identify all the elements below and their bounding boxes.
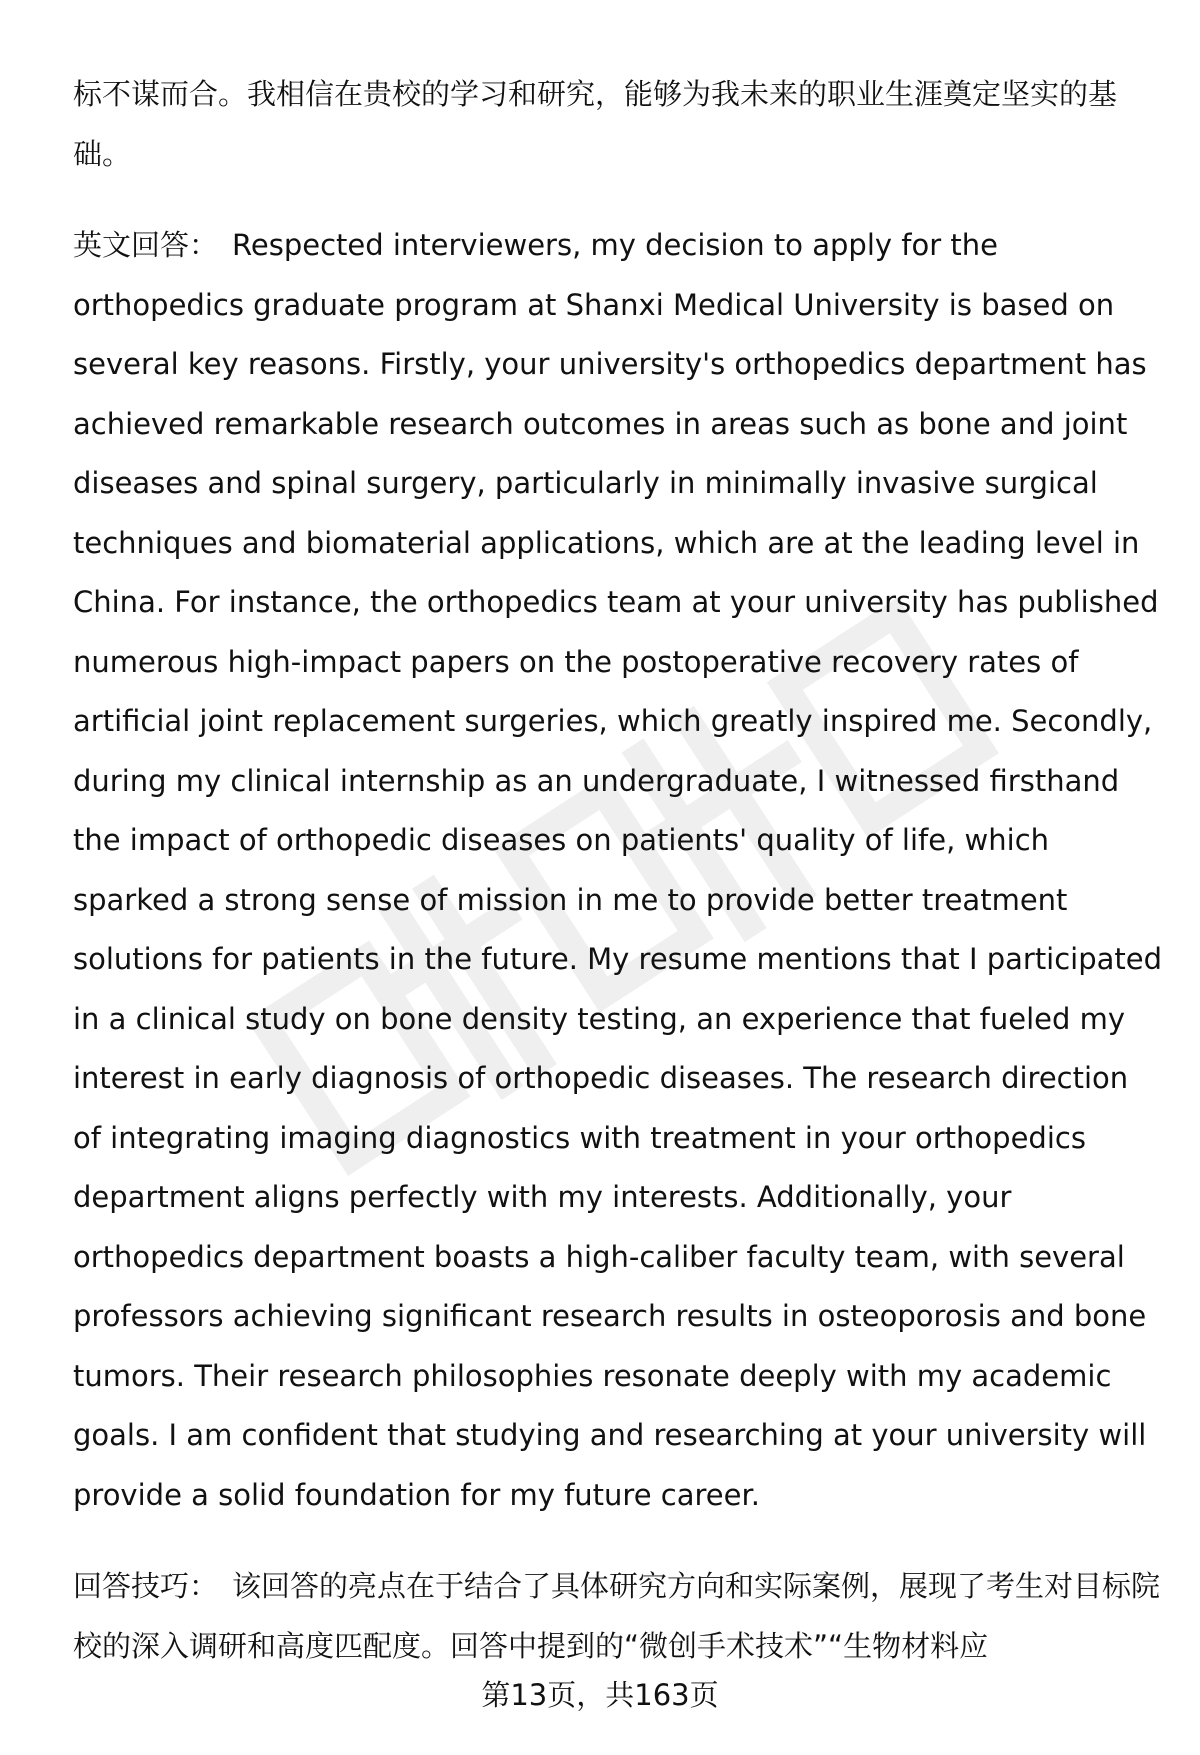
answer-tips-text: 该回答的亮点在于结合了具体研究方向和实际案例，展现了考生对目标院校的深入调研和高度匹配度。回答中提到的“微创手术技术”“生物材料应 [73, 1569, 1161, 1663]
english-answer-paragraph [73, 216, 1163, 1525]
english-answer-label: 英文回答： [73, 228, 219, 262]
english-answer-text: Respected interviewers, my decision to apply for the orthopedics graduate program at Shanxi Medical University is based on several key reasons. Firstly, your university's orthopedics department has achieved remarkable research outcomes in areas such as bone and joint diseases and spinal surgery, particularly in minimally invasive surgical techniques and biomaterial applications, which are at the leading level in China. For instance, the orthopedics team at your university has published numerous high-impact papers on the postoperative recovery rates of artificial joint replacement surgeries, which greatly inspired me. Secondly, during my clinical internship as an undergraduate, I witnessed firsthand the impact of orthopedic diseases on patients' quality of life, which sparked a strong sense of mission in me to provide better treatment solutions for patients in the future. My resume mentions that I participated in a clinical study on bone density testing, an experience that fueled my interest in early diagnosis of orthopedic diseases. The research direction of integrating imaging diagnostics with treatment in your orthopedics department aligns perfectly with my interests. Additionally, your orthopedics department boasts a high-caliber faculty team, with several professors achieving significant research results in osteoporosis and bone tumors. Their research philosophies resonate deeply with my academic goals. I am confident that studying and researching at your university will provide a solid foundation for my future career. [73, 228, 1163, 1512]
document-body [73, 64, 1163, 1676]
intro-paragraph: 标不谋而合。我相信在贵校的学习和研究，能够为我未来的职业生涯奠定坚实的基础。 [73, 77, 1118, 171]
answer-tips-paragraph [73, 1557, 1163, 1676]
answer-tips-label: 回答技巧： [73, 1569, 219, 1603]
page-number: 第13页，共163页 [481, 1678, 719, 1712]
